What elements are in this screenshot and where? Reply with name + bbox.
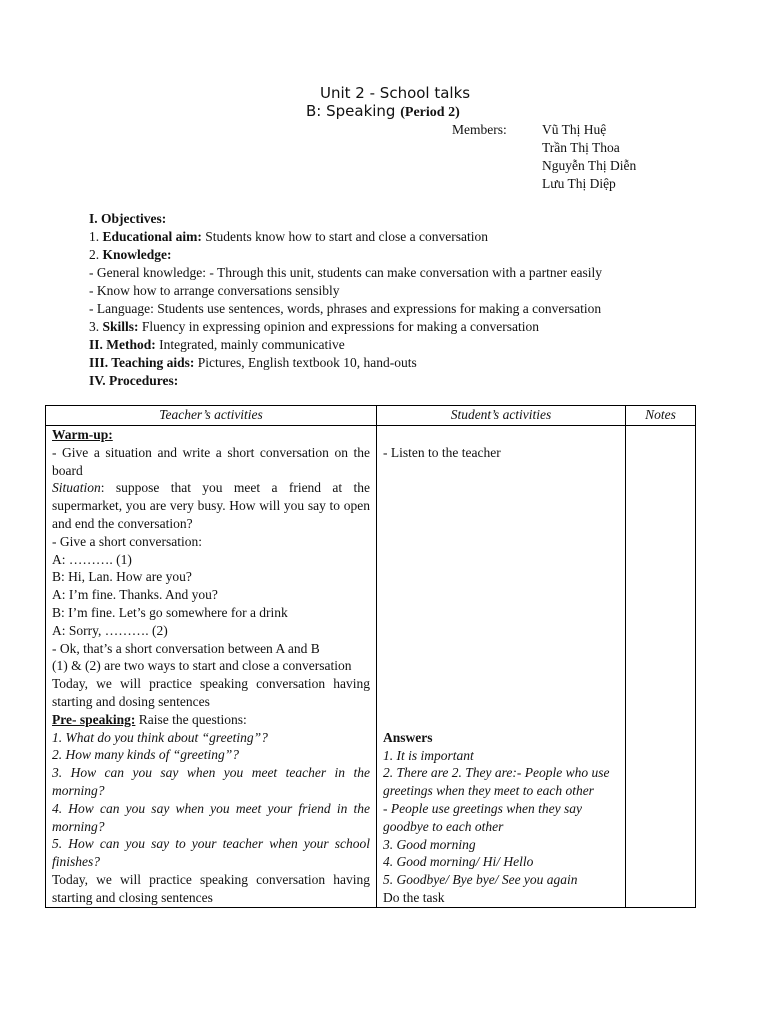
- knowledge-heading: 2. Knowledge:: [89, 247, 172, 262]
- procedures-heading: IV. Procedures:: [89, 373, 179, 388]
- warmup-line: - Ok, that’s a short conversation between A and B: [52, 640, 320, 656]
- members-list: [542, 121, 636, 193]
- warmup-label: Warm-up:: [52, 427, 113, 442]
- question: 1. What do you think about “greeting”?: [52, 729, 268, 745]
- dialogue-line: A: I’m fine. Thanks. And you?: [52, 587, 218, 603]
- objectives-section: [89, 210, 729, 390]
- member-name: Trần Thị Thoa: [542, 140, 620, 155]
- members-label: Members:: [452, 122, 507, 137]
- member-name: Vũ Thị Huệ: [542, 122, 607, 137]
- answers-label: Answers: [383, 729, 433, 745]
- dialogue-line: B: Hi, Lan. How are you?: [52, 569, 192, 585]
- teacher-activities-cell: [46, 426, 377, 908]
- header-notes: Notes: [626, 406, 696, 426]
- table-row: [46, 426, 696, 908]
- knowledge-item: - Language: Students use sentences, words, phrases and expressions for making a conversation: [89, 301, 602, 316]
- dialogue-line: A: ………. (1): [52, 551, 132, 567]
- header-student: Student’s activities: [377, 406, 626, 426]
- question: 4. How can you say when you meet your friend in the morning?: [52, 800, 370, 834]
- dialogue-line: A: Sorry, ………. (2): [52, 622, 168, 638]
- answer: 4. Good morning/ Hi/ Hello: [383, 854, 534, 870]
- situation: Situation: suppose that you meet a friend at the supermarket, you are very busy. How will you say to open and end the conversation?: [52, 480, 370, 531]
- warmup-line: - Give a short conversation:: [52, 533, 202, 549]
- dialogue-line: B: I’m fine. Let’s go somewhere for a drink: [52, 604, 288, 620]
- knowledge-item: - Know how to arrange conversations sensibly: [89, 283, 340, 298]
- question: 5. How can you say to your teacher when your school finishes?: [52, 836, 370, 870]
- educational-aim: 1. Educational aim: Students know how to start and close a conversation: [89, 229, 488, 244]
- method: II. Method: Integrated, mainly communicative: [89, 337, 345, 352]
- skills: 3. Skills: Fluency in expressing opinion and expressions for making a conversation: [89, 319, 539, 334]
- header-teacher: Teacher’s activities: [46, 406, 377, 426]
- member-name: Lưu Thị Diệp: [542, 176, 616, 191]
- answer: Do the task: [383, 889, 445, 905]
- table-header-row: [46, 406, 696, 426]
- pre-speaking-line: Today, we will practice speaking conversation having starting and closing sentences: [52, 871, 370, 905]
- document-title: Unit 2 - School talks: [320, 84, 471, 102]
- answer: 3. Good morning: [383, 836, 476, 852]
- warmup-line: (1) & (2) are two ways to start and close a conversation: [52, 658, 352, 674]
- member-name: Nguyễn Thị Diễn: [542, 158, 637, 173]
- warmup-line: Today, we will practice speaking conversation having starting and dosing sentences: [52, 676, 370, 709]
- teaching-aids: III. Teaching aids: Pictures, English textbook 10, hand-outs: [89, 355, 417, 370]
- student-warmup: - Listen to the teacher: [383, 445, 501, 460]
- notes-cell: [626, 426, 696, 908]
- procedures-table: [45, 405, 696, 908]
- answer: 5. Goodbye/ Bye bye/ See you again: [383, 872, 578, 888]
- subtitle-period: (Period 2): [400, 105, 460, 120]
- question: 2. How many kinds of “greeting”?: [52, 747, 239, 763]
- document-subtitle: [306, 102, 460, 121]
- answer: - People use greetings when they say goodbye to each other: [383, 800, 582, 834]
- student-activities-cell: [377, 426, 626, 908]
- answer: 1. It is important: [383, 747, 474, 763]
- pre-speaking: Pre- speaking: Raise the questions:: [52, 711, 247, 727]
- warmup-line: - Give a situation and write a short conversation on the board: [52, 444, 370, 478]
- question: 3. How can you say when you meet teacher in the morning?: [52, 765, 370, 798]
- objectives-heading: I. Objectives:: [89, 211, 167, 226]
- subtitle-main: B: Speaking: [306, 102, 396, 120]
- knowledge-item: - General knowledge: - Through this unit, students can make conversation with a partner easily: [89, 265, 602, 280]
- answer: 2. There are 2. They are:- People who use greetings when they meet to each other: [383, 765, 610, 799]
